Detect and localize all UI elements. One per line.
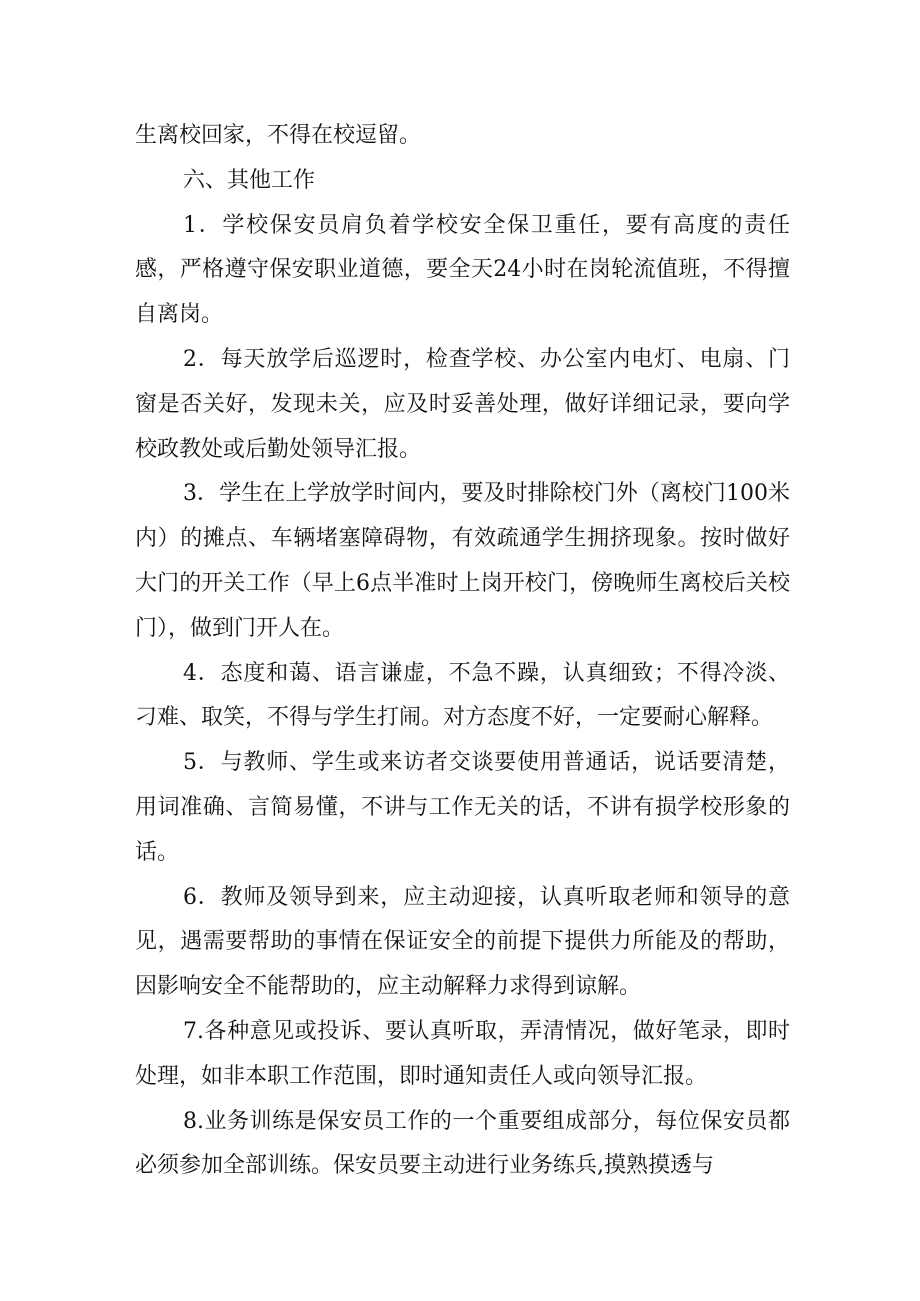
list-item: 7.各种意见或投诉、要认真听取，弄清情况，做好笔录，即时处理，如非本职工作范围，即时通知责任人或向领导汇报。: [135, 1018, 790, 1089]
list-item: 3．学生在上学放学时间内，要及时排除校门外（离校门100米内）的摊点、车辆堵塞障碍物，有效疏通学生拥挤现象。按时做好大门的开关工作（早上6点半准时上岗开校门，傍晚师生离校后关校门），做到门开人在。: [135, 481, 790, 641]
list-item: 2．每天放学后巡逻时，检查学校、办公室内电灯、电扇、门窗是否关好，发现未关，应及时妥善处理，做好详细记录，要向学校政教处或后勤处领导汇报。: [135, 346, 790, 462]
list-item: 6．教师及领导到来，应主动迎接，认真听取老师和领导的意见，遇需要帮助的事情在保证安全的前提下提供力所能及的帮助，因影响安全不能帮助的，应主动解释力求得到谅解。: [135, 884, 790, 1000]
document-body: [135, 114, 790, 1189]
list-item: 5．与教师、学生或来访者交谈要使用普通话，说话要清楚，用词准确、言简易懂，不讲与工作无关的话，不讲有损学校形象的话。: [135, 750, 790, 865]
list-item: 1．学校保安员肩负着学校安全保卫重任，要有高度的责任感，严格遵守保安职业道德，要全天24小时在岗轮流值班，不得擅自离岗。: [135, 212, 790, 328]
section-heading: 六、其他工作: [183, 167, 316, 193]
continuation-paragraph: 生离校回家，不得在校逗留。: [135, 123, 422, 148]
list-item: 4．态度和蔼、语言谦虚，不急不躁，认真细致；不得冷淡、刁难、取笑，不得与学生打闹。对方态度不好，一定要耐心解释。: [135, 660, 790, 731]
list-item: 8.业务训练是保安员工作的一个重要组成部分，每位保安员都必须参加全部训练。保安员要主动进行业务练兵,摸熟摸透与: [135, 1108, 790, 1179]
